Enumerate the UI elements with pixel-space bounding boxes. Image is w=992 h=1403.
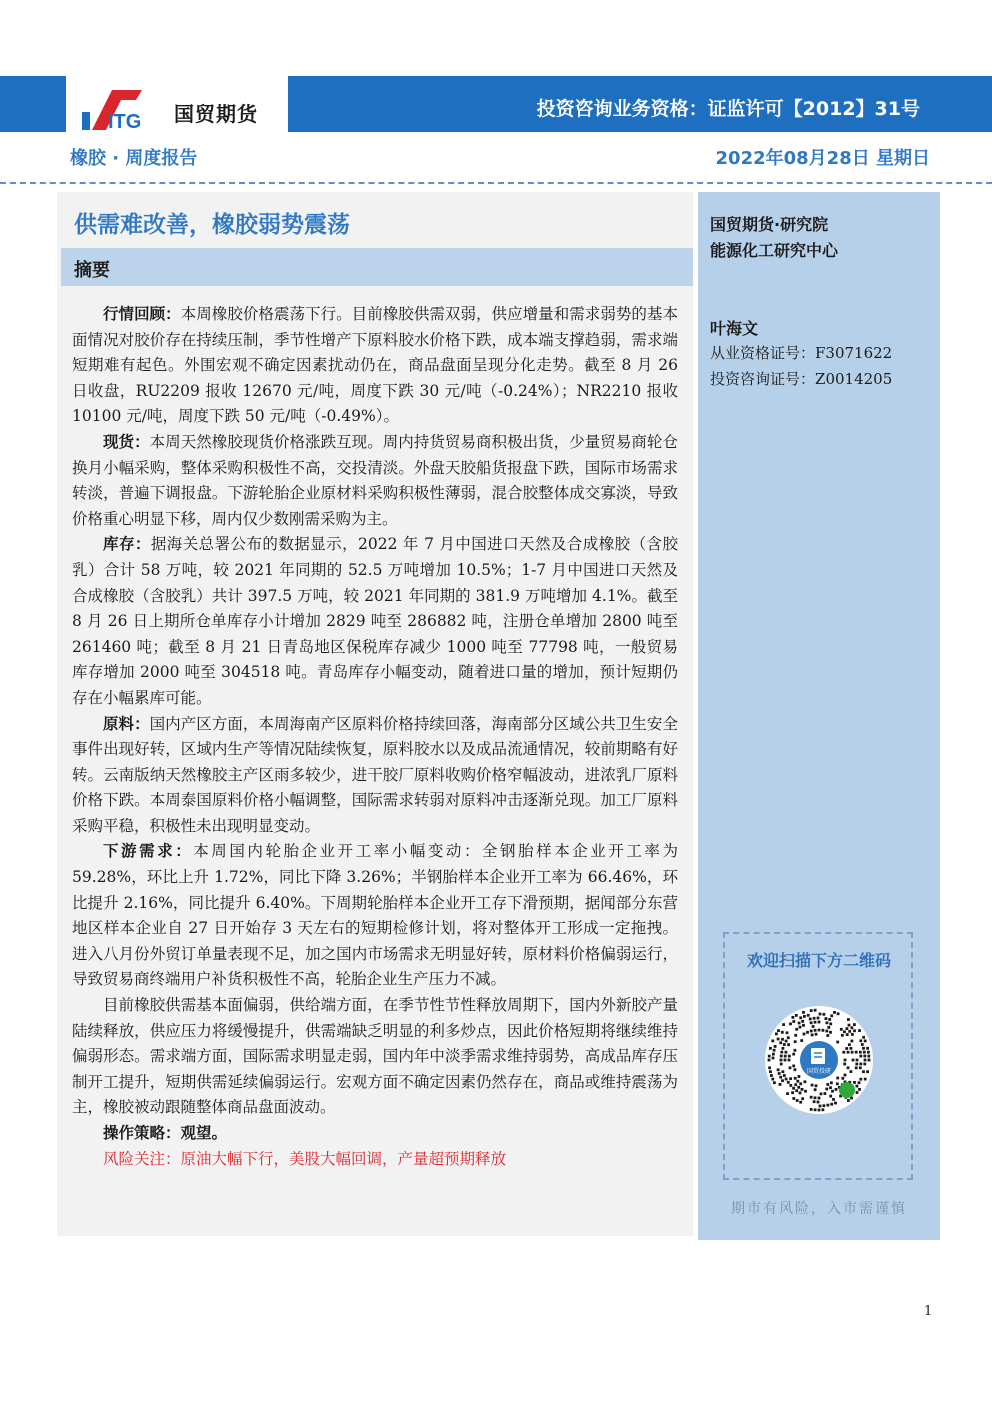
qr-dot — [855, 1063, 858, 1066]
qr-dot — [840, 1028, 843, 1031]
qr-dot — [818, 1097, 821, 1100]
qr-dot — [798, 1075, 801, 1078]
qr-dot — [851, 1051, 854, 1054]
para-text: 本周橡胶价格震荡下行。目前橡胶供需双弱，供应增量和需求弱势的基本面情况对胶价存在持续压制，季节性增产下原料胶水价格下跌，成本端支撑趋弱，需求端短期难有起色。外围宏观不确定因素扰动仍在，商品盘面呈现分化走势。截至 8 月 26 日收盘，RU2209 报收 12670 元/吨，周度下跌 30 元/吨（-0.24%）；NR2210 报收 10100 元/吨，周度下跌 50 元/吨（-0.49%）。 — [72, 305, 678, 426]
para-spot — [72, 430, 678, 532]
advisory-cert — [710, 368, 892, 389]
qr-dot — [848, 1043, 851, 1046]
qr-dot — [820, 1093, 823, 1096]
qr-dot — [862, 1036, 865, 1039]
qr-dot — [797, 1086, 800, 1089]
qr-dot — [866, 1070, 869, 1073]
qr-dot — [800, 1039, 803, 1042]
qr-dot — [831, 1090, 834, 1093]
qr-dot — [791, 1091, 794, 1094]
qr-dot — [778, 1072, 781, 1075]
qr-dot — [832, 1098, 835, 1101]
qr-dot — [827, 1104, 830, 1107]
qr-dot — [810, 1021, 813, 1024]
qr-dot — [787, 1036, 790, 1039]
para-market-review — [72, 302, 678, 430]
cert-value: F3071622 — [815, 344, 893, 362]
para-inventory — [72, 532, 678, 711]
qr-dot — [796, 1080, 799, 1083]
qr-dot — [861, 1043, 864, 1046]
qr-dot — [807, 1014, 810, 1017]
qr-dot — [819, 1013, 822, 1016]
qr-dot — [850, 1070, 853, 1073]
qr-dot — [817, 1017, 820, 1020]
qr-dot — [863, 1055, 866, 1058]
itg-logo-icon — [78, 86, 154, 130]
qr-dot — [853, 1081, 856, 1084]
qr-section — [723, 932, 913, 1180]
qr-dot — [858, 1088, 861, 1091]
qr-dot — [775, 1033, 778, 1036]
qr-dot — [814, 1088, 817, 1091]
qr-dot — [768, 1059, 771, 1062]
summary-bar — [61, 248, 693, 286]
qr-dot — [847, 1099, 850, 1102]
qr-dot — [856, 1085, 859, 1088]
para-text: 本周国内轮胎企业开工率小幅变动：全钢胎样本企业开工率为 59.28%，环比上升 1.72%，同比下降 3.26%；半钢胎样本企业开工率为 66.46%，环比提升 2.16%，同比提升 6.40%。下周期轮胎样本企业开工存下滑预期，据闻部分东营地区样本企业自 27 日开始存 3 天左右的短期检修计划，将对整体开工形成一定拖拽。进入八月份外贸订单量表现不足，加之国内市场需求无明显好转，原材料价格偏弱运行，导致贸易商终端用户补货积极性不高，轮胎企业生产压力不减。 — [72, 842, 678, 989]
qr-dot — [848, 1024, 851, 1027]
qr-dot — [801, 1088, 804, 1091]
qr-dot — [799, 1082, 802, 1085]
para-label: 原料： — [103, 714, 150, 733]
qr-dot — [814, 1029, 817, 1032]
qr-dot — [826, 1083, 829, 1086]
qr-dot — [794, 1040, 797, 1043]
qr-dot — [814, 1009, 817, 1012]
qr-dot — [770, 1074, 773, 1077]
qr-dot — [794, 1034, 797, 1037]
qr-dot — [851, 1026, 854, 1029]
qr-dot — [789, 1066, 792, 1069]
qr-dot — [801, 1020, 804, 1023]
qr-dot — [813, 1100, 816, 1103]
qr-dot — [768, 1066, 771, 1069]
qr-dot — [809, 1018, 812, 1021]
qr-dot — [771, 1040, 774, 1043]
qr-dot — [781, 1031, 784, 1034]
qr-dot — [827, 1026, 830, 1029]
qr-dot — [779, 1083, 782, 1086]
qr-dot — [780, 1055, 783, 1058]
risk-warning: 风险关注：原油大幅下行，美股大幅回调，产量超预期释放 — [103, 1149, 507, 1168]
qr-dot — [815, 1033, 818, 1036]
qr-dot — [829, 1095, 832, 1098]
qr-center-label: 国贸投研 — [806, 1068, 832, 1075]
qr-dot — [844, 1059, 847, 1062]
cert-value: Z0014205 — [815, 370, 893, 388]
report-title: 供需难改善，橡胶弱势震荡 — [74, 212, 350, 238]
qr-dot — [781, 1079, 784, 1082]
qr-dot — [792, 1053, 795, 1056]
qr-dot — [825, 1017, 828, 1020]
para-text: 据海关总署公布的数据显示，2022 年 7 月中国进口天然及合成橡胶（含胶乳）合计 58 万吨，较 2021 年同期的 52.5 万吨增加 10.5%；1-7 月中国进口天然及合成橡胶（含胶乳）共计 397.5 万吨，较 2021 年同期的 381.9 万吨增加 4.1%。截至 8 月 26 日上期所仓单库存小计增加 2829 吨至 286882 吨，注册仓单增加 2800 吨至 261460 吨；截至 8 月 21 日青岛地区保税库存减少 1000 吨至 77798 吨，一般贸易库存增加 2000 吨至 304518 吨。青岛库存小幅变动，随着进口量的增加，预计短期仍存在小幅累库可能。 — [72, 535, 678, 707]
qr-dot — [848, 1030, 851, 1033]
qr-dot — [855, 1051, 858, 1054]
author-name: 叶海文 — [710, 319, 759, 338]
qr-dot — [841, 1034, 844, 1037]
sidebar — [698, 192, 940, 1240]
logo-letters: ITG — [108, 111, 142, 130]
qr-dot — [782, 1023, 785, 1026]
qr-dot — [795, 1028, 798, 1031]
qr-dot — [810, 1108, 813, 1111]
qr-dot — [815, 1084, 818, 1087]
qr-dot — [830, 1081, 833, 1084]
qr-caption: 欢迎扫描下方二维码 — [746, 951, 891, 970]
qr-dot — [799, 1092, 802, 1095]
qr-dot — [812, 1025, 815, 1028]
qr-dot — [819, 1105, 822, 1108]
qr-dot — [834, 1102, 837, 1105]
qr-dot — [859, 1078, 862, 1081]
qr-dot — [781, 1038, 784, 1041]
qr-dot — [811, 1084, 814, 1087]
qr-dot — [859, 1051, 862, 1054]
qr-dot — [780, 1059, 783, 1062]
qr-dot — [785, 1040, 788, 1043]
qr-dot — [846, 1033, 849, 1036]
qr-dot — [847, 1018, 850, 1021]
qr-dot — [783, 1043, 786, 1046]
qr-dot — [813, 1017, 816, 1020]
qr-dot — [817, 1101, 820, 1104]
qr-dot — [859, 1066, 862, 1069]
qr-dot — [863, 1051, 866, 1054]
para-raw-material — [72, 712, 678, 840]
qr-dot — [846, 1027, 849, 1030]
report-type: 橡胶 · 周度报告 — [70, 148, 198, 169]
para-label: 现货： — [103, 432, 150, 451]
qr-dot — [784, 1055, 787, 1058]
qr-dot — [810, 1030, 813, 1033]
qr-dot — [868, 1059, 871, 1062]
qr-dot — [863, 1063, 866, 1066]
qr-dot — [794, 1077, 797, 1080]
qr-dot — [789, 1023, 792, 1026]
qr-dot — [769, 1047, 772, 1050]
qr-dot — [777, 1068, 780, 1071]
qr-dot — [826, 1021, 829, 1024]
qr-dot — [859, 1055, 862, 1058]
qr-dot — [787, 1081, 790, 1084]
qr-dot — [814, 1021, 817, 1024]
qr-dot — [811, 1034, 814, 1037]
qr-dot — [782, 1047, 785, 1050]
para-text: 目前橡胶供需基本面偏弱，供给端方面，在季节性节性释放周期下，国内外新胶产量陆续释放，供应压力将缓慢提升，供需端缺乏明显的利多炒点，因此价格短期将继续维持偏弱形态。需求端方面，国际需求明显走弱，国内年中淡季需求维持弱势，高成品库存压制开工提升，短期供需延续偏弱运行。宏观方面不确定因素仍然存在，商品或维持震荡为主，橡胶被动跟随整体商品盘面波动。 — [72, 996, 678, 1117]
logo-text: 国贸期货 — [174, 102, 258, 126]
qr-dot — [779, 1041, 782, 1044]
qr-dot — [801, 1097, 804, 1100]
qr-dot — [818, 1029, 821, 1032]
qr-dot — [829, 1031, 832, 1034]
strategy-label: 操作策略： — [103, 1124, 181, 1142]
qr-dot — [856, 1059, 859, 1062]
qr-dot — [866, 1047, 869, 1050]
qr-dot — [823, 1104, 826, 1107]
qr-dot — [867, 1055, 870, 1058]
qr-dot — [859, 1039, 862, 1042]
qr-dot — [851, 1040, 854, 1043]
para-downstream — [72, 839, 678, 993]
report-date: 2022年08月28日 星期日 — [715, 148, 930, 169]
qr-dot — [822, 1029, 825, 1032]
qr-dot — [792, 1065, 795, 1068]
qr-dot — [774, 1045, 777, 1048]
qr-dot — [792, 1020, 795, 1023]
qr-dot — [862, 1047, 865, 1050]
qr-dot — [772, 1053, 775, 1056]
qr-dot — [769, 1070, 772, 1073]
qr-dot — [785, 1078, 788, 1081]
cert-label: 从业资格证号： — [710, 344, 816, 362]
qr-dot — [833, 1011, 836, 1014]
qr-dot — [826, 1034, 829, 1037]
qr-dot — [794, 1083, 797, 1086]
qr-dot — [792, 1097, 795, 1100]
qr-dot — [783, 1074, 786, 1077]
qr-dot — [853, 1029, 856, 1032]
strategy-value: 观望。 — [180, 1124, 228, 1142]
qr-dot — [782, 1070, 785, 1073]
cert-label: 投资咨询证号： — [710, 370, 816, 388]
qr-dot — [803, 1015, 806, 1018]
qr-dot — [798, 1022, 801, 1025]
qr-dot — [830, 1014, 833, 1017]
qualification-cert — [710, 342, 892, 363]
qr-dot — [814, 1096, 817, 1099]
qr-dot — [777, 1038, 780, 1041]
qr-dot — [864, 1059, 867, 1062]
qr-dot — [858, 1029, 861, 1032]
qr-dot — [792, 1087, 795, 1090]
qr-dot — [784, 1059, 787, 1062]
qr-dot — [859, 1063, 862, 1066]
qr-dot — [789, 1084, 792, 1087]
qr-dot — [772, 1057, 775, 1060]
qr-dot — [771, 1078, 774, 1081]
header-divider — [0, 182, 992, 184]
qr-dot — [788, 1055, 791, 1058]
qr-dot — [794, 1049, 797, 1052]
qr-dot — [858, 1081, 861, 1084]
qr-dot — [773, 1049, 776, 1052]
qr-dot — [844, 1074, 847, 1077]
qr-dot — [855, 1067, 858, 1070]
qr-dot — [862, 1070, 865, 1073]
para-label: 库存： — [103, 535, 151, 554]
qr-dot — [786, 1031, 789, 1034]
qr-dot — [804, 1090, 807, 1093]
qr-dot — [810, 1009, 813, 1012]
qr-dot — [864, 1078, 867, 1081]
qr-dot — [804, 1080, 807, 1083]
qr-dot — [847, 1051, 850, 1054]
qr-dot — [799, 1101, 802, 1104]
strategy — [72, 1121, 678, 1147]
qr-dot — [835, 1088, 838, 1091]
qr-dot — [789, 1077, 792, 1080]
logo — [66, 76, 288, 140]
qr-dot — [847, 1066, 850, 1069]
qr-dot — [780, 1051, 783, 1054]
qr-dot — [806, 1031, 809, 1034]
qr-dot — [824, 1092, 827, 1095]
qr-dot — [852, 1059, 855, 1062]
qr-dot — [799, 1026, 802, 1029]
qr-dot — [810, 1096, 813, 1099]
qr-dot — [818, 1021, 821, 1024]
org-center: 能源化工研究中心 — [710, 241, 839, 260]
qr-dot — [825, 1030, 828, 1033]
qr-dot — [853, 1023, 856, 1026]
qr-dot — [845, 1047, 848, 1050]
qr-dot — [777, 1029, 780, 1032]
qr-dot — [841, 1077, 844, 1080]
qr-dot — [829, 1086, 832, 1089]
qr-dot — [794, 1068, 797, 1071]
qr-dot — [837, 1012, 840, 1015]
qr-dot — [842, 1051, 845, 1054]
qr-dot — [836, 1082, 839, 1085]
qr-dot — [768, 1055, 771, 1058]
page-number: 1 — [924, 1304, 933, 1319]
qr-dot — [830, 1103, 833, 1106]
qr-dot — [814, 1108, 817, 1111]
qr-code-icon[interactable] — [763, 1004, 875, 1116]
qr-dot — [822, 1108, 825, 1111]
qr-dot — [836, 1041, 839, 1044]
para-label: 行情回顾： — [103, 305, 181, 323]
qr-dot — [788, 1059, 791, 1062]
qr-dot — [795, 1014, 798, 1017]
qr-dot — [803, 1033, 806, 1036]
qr-dot — [802, 1011, 805, 1014]
qr-dot — [780, 1063, 783, 1066]
qr-dot — [856, 1091, 859, 1094]
summary-body — [72, 302, 678, 1172]
qr-dot — [867, 1051, 870, 1054]
qr-dot — [785, 1051, 788, 1054]
summary-label: 摘要 — [74, 260, 110, 281]
qr-dot — [795, 1089, 798, 1092]
org-name: 国贸期货·研究院 — [710, 215, 829, 234]
qr-dot — [796, 1099, 799, 1102]
license-info: 投资咨询业务资格：证监许可【2012】31号 — [536, 98, 920, 120]
para-outlook — [72, 993, 678, 1121]
qr-dot — [851, 1033, 854, 1036]
qr-dot — [786, 1092, 789, 1095]
para-text: 国内产区方面，本周海南产区原料价格持续回落，海南部分区域公共卫生安全事件出现好转，区域内生产等情况陆续恢复，原料胶水以及成品流通情况，较前期略有好转。云南版纳天然橡胶主产区雨多较少，进干胶厂原料收购价格窄幅波动，进浓乳厂原料价格下跌。本周泰国原料价格小幅调整，国际需求转弱对原料冲击逐渐兑现。加工厂原料采购平稳，积极性未出现明显变动。 — [72, 714, 678, 835]
qr-dot — [823, 1013, 826, 1016]
para-label: 下游需求： — [103, 842, 194, 861]
risk-disclaimer: 期市有风险，入市需谨慎 — [731, 1201, 907, 1217]
qr-dot — [818, 1109, 821, 1112]
qr-dot — [850, 1047, 853, 1050]
qr-dot — [825, 1088, 828, 1091]
qr-dot — [787, 1043, 790, 1046]
qr-dot — [773, 1081, 776, 1084]
qr-dot — [799, 1016, 802, 1019]
qr-dot — [802, 1024, 805, 1027]
qr-dot — [836, 1077, 839, 1080]
qr-dot — [829, 1023, 832, 1026]
qr-dot — [843, 1063, 846, 1066]
qr-dot — [828, 1018, 831, 1021]
qr-dot — [864, 1040, 867, 1043]
qr-dot — [779, 1076, 782, 1079]
para-text: 本周天然橡胶现货价格涨跌互现。周内持货贸易商积极出货，少量贸易商轮仓换月小幅采购，整体采购积极性不高，交投清淡。外盘天胶船货报盘下跌，国际市场需求转淡，普遍下调报盘。下游轮胎企业原材料采购积极性薄弱，混合胶整体成交寡淡，导致价格重心明显下移，周内仅少数刚需采购为主。 — [72, 432, 678, 528]
qr-dot — [792, 1016, 795, 1019]
qr-dot — [843, 1030, 846, 1033]
